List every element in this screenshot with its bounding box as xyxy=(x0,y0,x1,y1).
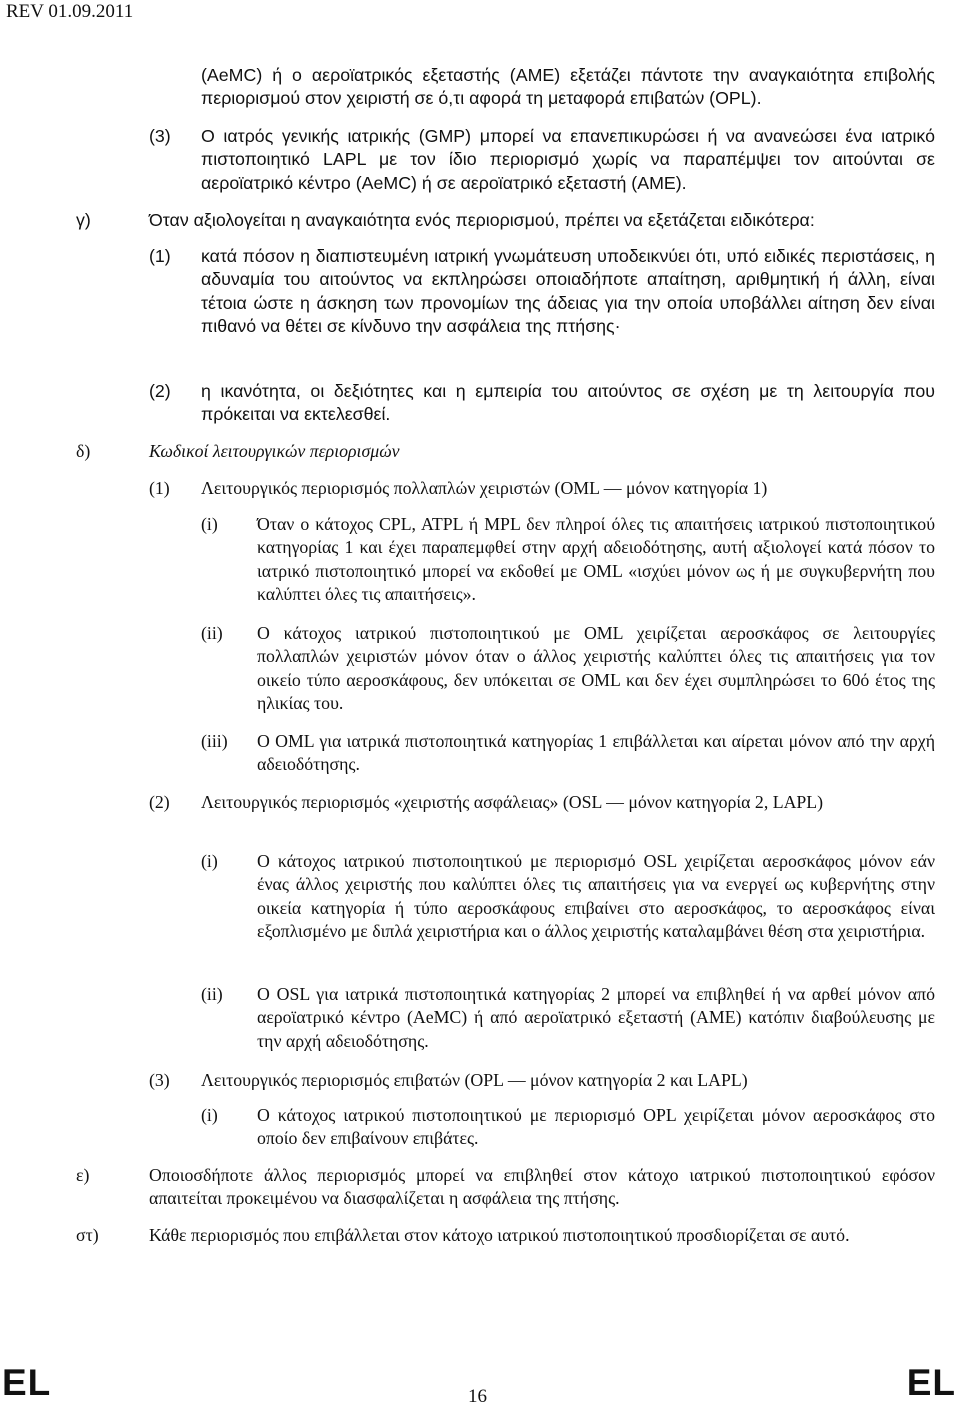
delta-s1-label: (1) xyxy=(149,478,170,498)
delta-s1-ii-label: (ii) xyxy=(201,623,223,643)
gamma-item-2-text: η ικανότητα, οι δεξιότητες και η εμπειρία του αιτούντος σε σχέση με τη λειτουργία που πρόκειται να εκτελεσθεί. xyxy=(201,381,935,425)
delta-s1-ii-text: Ο κάτοχος ιατρικού πιστοποιητικού με OML χειρίζεται αεροσκάφος σε λειτουργίες πολλαπλών χειριστών μόνον όταν ο άλλος χειριστής καλύπτει όλες τις απαιτήσεις για τον οικείο τύπο αεροσκάφους, δεν υπόκειται σε OML και δεν έχει συμπληρώσει το 60ό έτος της ηλικίας του. xyxy=(257,623,935,714)
delta-s1-iii-text: Ο OML για ιατρικά πιστοποιητικά κατηγορίας 1 επιβάλλεται και αίρεται μόνον από την αρχή αδειοδότησης. xyxy=(257,731,935,775)
delta-s2-i-label: (i) xyxy=(201,851,218,871)
page-number: 16 xyxy=(468,1386,487,1407)
section-gamma-label: γ) xyxy=(76,210,91,230)
delta-s1-iii-label: (iii) xyxy=(201,731,228,751)
footer-language-right: EL xyxy=(906,1362,956,1403)
footer-language-left: EL xyxy=(2,1362,52,1403)
delta-s2-i-text: Ο κάτοχος ιατρικού πιστοποιητικού με περιορισμό OSL χειρίζεται αεροσκάφος μόνον εάν ένας άλλος χειριστής που καλύπτει όλες τις απαιτήσεις για να ενεργεί ως κυβερνήτης στην οικεία κατηγορία ή τύπο αεροσκάφους επιβαίνει στο αεροσκάφος, το αεροσκάφος είναι εξοπλισμένο με διπλά χειριστήρια και ο άλλος χειριστής καταλαμβάνει θέση στα χειριστήρια. xyxy=(257,851,935,942)
delta-s3-label: (3) xyxy=(149,1070,170,1090)
delta-s2-title: Λειτουργικός περιορισμός «χειριστής ασφάλειας» (OSL — μόνον κατηγορία 2, LAPL) xyxy=(201,792,824,812)
revision-header: REV 01.09.2011 xyxy=(6,1,134,22)
gamma-item-1-label: (1) xyxy=(149,246,171,266)
gamma-item-2-label: (2) xyxy=(149,381,171,401)
section-delta-title: Κωδικοί λειτουργικών περιορισμών xyxy=(149,441,400,461)
delta-s3-title: Λειτουργικός περιορισμός επιβατών (OPL — μόνον κατηγορία 2 και LAPL) xyxy=(201,1070,748,1090)
delta-s1-title: Λειτουργικός περιορισμός πολλαπλών χειριστών (OML — μόνον κατηγορία 1) xyxy=(201,478,768,498)
delta-s2-ii-text: Ο OSL για ιατρικά πιστοποιητικά κατηγορίας 2 μπορεί να επιβληθεί ή να αρθεί μόνον από αεροϊατρικό κέντρο (AeMC) ή από αεροϊατρικό εξεταστή (AME) κατόπιν διαβούλευσης με την αρχή αδειοδότησης. xyxy=(257,984,935,1051)
delta-s3-i-text: Ο κάτοχος ιατρικού πιστοποιητικού με περιορισμό OPL χειρίζεται μόνον αεροσκάφος στο οποίο δεν επιβαίνουν επιβάτες. xyxy=(257,1105,935,1149)
delta-s1-i-text: Όταν ο κάτοχος CPL, ATPL ή MPL δεν πληροί όλες τις απαιτήσεις ιατρικού πιστοποιητικού κατηγορίας 1 και έχει παραπεμφθεί στην αρχή αδειοδότησης, αυτή αξιολογεί κατά πόσον το ιατρικό πιστοποιητικό μπορεί να εκδοθεί με OML «ισχύει μόνον ως ή με συγκυβερνήτη που καλύπτει όλες τις απαιτήσεις». xyxy=(257,514,935,605)
item-3-label: (3) xyxy=(149,126,171,146)
delta-s1-i-label: (i) xyxy=(201,514,218,534)
section-st-label: στ) xyxy=(76,1225,99,1245)
delta-s2-label: (2) xyxy=(149,792,170,812)
delta-s2-ii-label: (ii) xyxy=(201,984,223,1004)
gamma-item-1-text: κατά πόσον η διαπιστευμένη ιατρική γνωμάτευση υποδεικνύει ότι, υπό ειδικές περιστάσεις, η αδυναμία του αιτούντος να εκπληρώσει οποιαδήποτε απαίτηση, αριθμητική ή άλλη, είναι τέτοια ώστε η άσκηση των προνομίων της άδειας για την οποία υποβάλλει αίτηση δεν είναι πιθανό να θέτει σε κίνδυνο την ασφάλεια της πτήσης· xyxy=(201,246,935,337)
section-epsilon-label: ε) xyxy=(76,1165,90,1185)
delta-s3-i-label: (i) xyxy=(201,1105,218,1125)
continuation-paragraph: (AeMC) ή ο αεροϊατρικός εξεταστής (AME) εξετάζει πάντοτε την αναγκαιότητα επιβολής περιορισμού στον χειριστή σε ό,τι αφορά τη μεταφορά επιβατών (OPL). xyxy=(201,65,935,109)
item-3-text: Ο ιατρός γενικής ιατρικής (GMP) μπορεί να επανεπικυρώσει ή να ανανεώσει ένα ιατρικό πιστοποιητικό LAPL με τον ίδιο περιορισμό χωρίς να παραπέμψει τον αιτούνται σε αεροϊατρικό κέντρο (AeMC) ή σε αεροϊατρικό εξεταστή (AME). xyxy=(201,126,935,193)
section-epsilon-text: Οποιοσδήποτε άλλος περιορισμός μπορεί να επιβληθεί στον κάτοχο ιατρικού πιστοποιητικού εφόσον απαιτείται προκειμένου να διασφαλίζεται η ασφάλεια της πτήσης. xyxy=(149,1165,935,1209)
section-st-text: Κάθε περιορισμός που επιβάλλεται στον κάτοχο ιατρικού πιστοποιητικού προσδιορίζεται σε αυτό. xyxy=(149,1225,850,1245)
section-gamma-text: Όταν αξιολογείται η αναγκαιότητα ενός περιορισμού, πρέπει να εξετάζεται ειδικότερα: xyxy=(149,210,815,230)
section-delta-label: δ) xyxy=(76,441,91,461)
